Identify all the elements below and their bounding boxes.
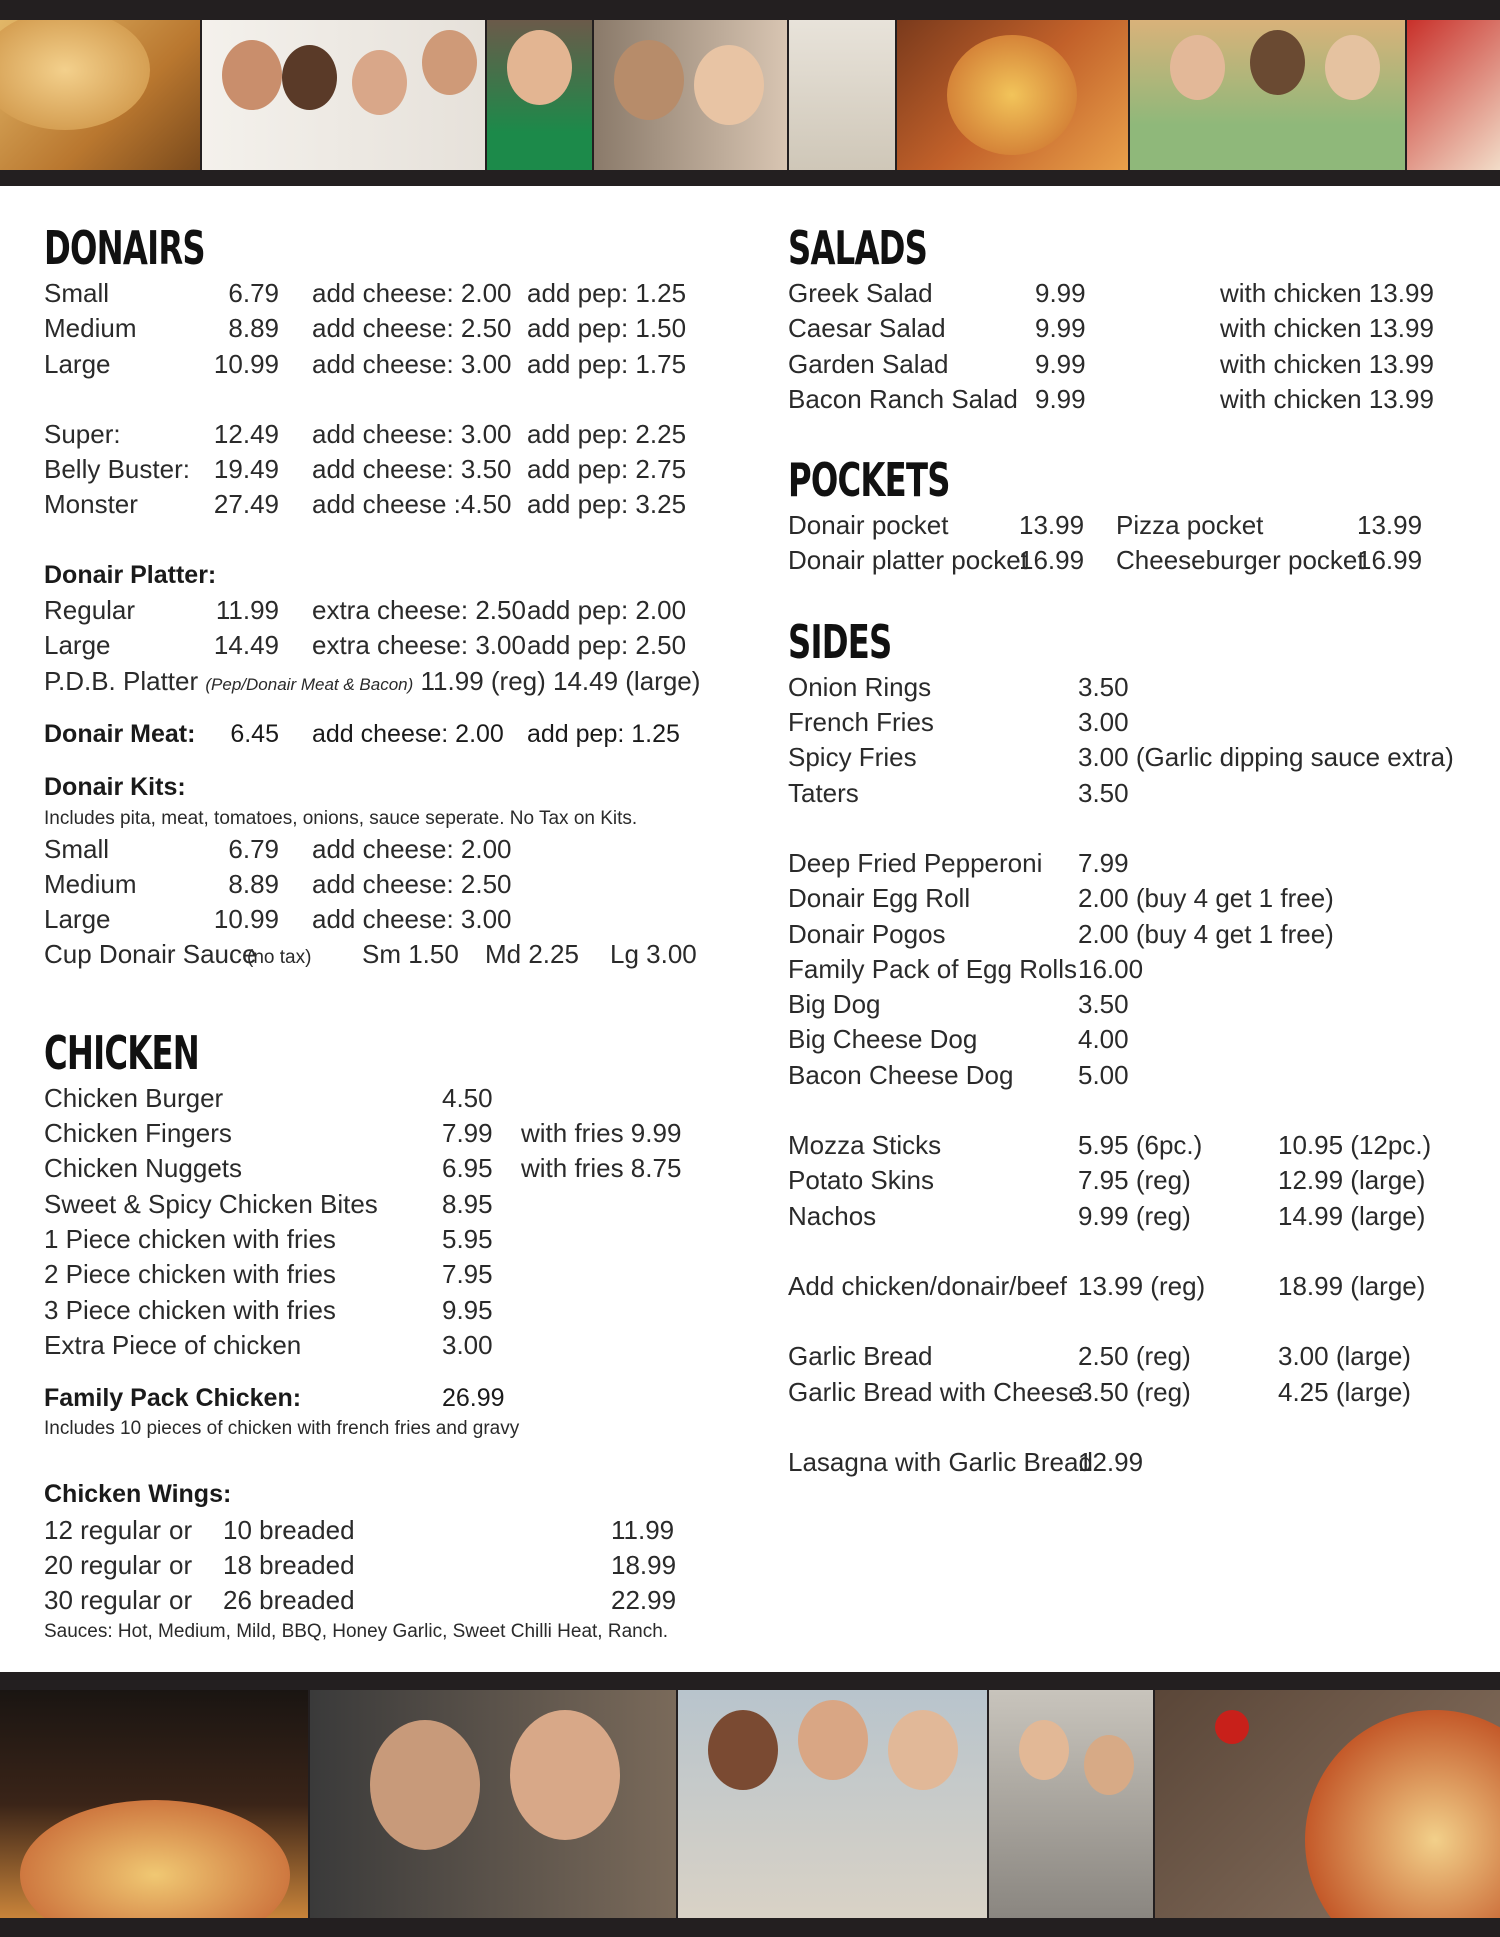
item-name: 3 Piece chicken with fries [44, 1294, 336, 1325]
pep-price: add pep: 1.50 [527, 313, 687, 344]
wings-breaded: 26 breaded [223, 1585, 355, 1616]
cheese-price: add cheese: 2.50 [312, 868, 512, 899]
item-price: 4.00 [1078, 1024, 1129, 1055]
large-price: 3.00 (large) [1278, 1341, 1411, 1372]
item-price: 9.99 [1035, 383, 1086, 414]
girls-eating-pizza-photo [310, 1690, 678, 1918]
family-pack-chicken-row [44, 1381, 744, 1416]
donair-sauce-row [44, 937, 744, 972]
large-price: 4.25 (large) [1278, 1376, 1411, 1407]
sides-heading: SIDES [788, 614, 892, 669]
menu-row [44, 1328, 744, 1363]
item-name: Onion Rings [788, 671, 932, 702]
menu-row [44, 276, 744, 311]
item-name: Greek Salad [788, 278, 933, 308]
donair-platter-title [44, 558, 744, 593]
item-name: Family Pack of Egg Rolls [788, 953, 1077, 984]
menu-row [44, 311, 744, 346]
donair-sizes-group-2 [44, 417, 744, 523]
large-price: 18.99 (large) [1278, 1270, 1426, 1301]
addon-row [788, 1269, 1468, 1304]
item-price: 8.95 [442, 1188, 493, 1219]
large-price: 12.99 (large) [1278, 1165, 1426, 1196]
item-name: Mozza Sticks [788, 1130, 942, 1161]
cheese-price: extra cheese: 3.00 [312, 630, 526, 661]
cheese-price: add cheese: 3.00 [312, 348, 512, 379]
item-price: 19.49 [213, 454, 279, 485]
item-name: Nachos [788, 1200, 877, 1231]
item-name: Medium [44, 868, 137, 899]
pocket-row [788, 543, 1468, 578]
item-price: 9.99 [1035, 278, 1086, 308]
menu-row [788, 1163, 1468, 1198]
chicken-heading: CHICKEN [44, 1025, 200, 1080]
item-name: French Fries [788, 707, 934, 738]
pizza-box-hands-photo [897, 20, 1130, 170]
top-photo-strip [0, 20, 1500, 170]
item-name: Cheeseburger pocket [1116, 545, 1365, 576]
item-price: 22.99 [611, 1585, 677, 1616]
item-price: 7.99 [1078, 847, 1129, 878]
menu-row [788, 917, 1468, 952]
menu-row [788, 987, 1468, 1022]
wings-or: or [169, 1585, 193, 1616]
sauce-large-price: Lg 3.00 [610, 939, 697, 970]
cheese-price: add cheese :4.50 [312, 489, 512, 520]
wings-regular: 20 regular [44, 1550, 162, 1581]
item-name: Small [44, 833, 110, 864]
menu-row [44, 867, 744, 902]
family-pack-note: Includes 10 pieces of chicken with french fries and gravy [44, 1418, 520, 1440]
pizza-tomatoes-photo [1155, 1690, 1500, 1918]
menu-row [788, 311, 1468, 346]
item-name: Pizza pocket [1116, 510, 1264, 541]
item-price: 4.50 [442, 1082, 493, 1113]
menu-row [44, 902, 744, 937]
regular-price: 5.95 (6pc.) [1078, 1130, 1203, 1161]
pep-price: add pep: 2.50 [527, 630, 687, 661]
donairs-heading: DONAIRS [44, 221, 205, 275]
item-name: Monster [44, 489, 138, 520]
donair-sizes-group-1 [44, 276, 744, 382]
regular-price: 3.50 (reg) [1078, 1376, 1191, 1407]
regular-price: 2.50 (reg) [1078, 1341, 1191, 1372]
item-name: Belly Buster: [44, 454, 190, 485]
item-price: 9.95 [442, 1294, 493, 1325]
menu-row [44, 452, 744, 487]
item-name: Taters [788, 777, 859, 808]
pockets-heading: POCKETS [788, 453, 950, 508]
item-price: 3.00 (Garlic dipping sauce extra) [1078, 742, 1454, 773]
menu-row [788, 740, 1468, 775]
couple-eating-pizza-photo [594, 20, 789, 170]
pep-price: add pep: 1.75 [527, 348, 687, 379]
item-name: Chicken Nuggets [44, 1153, 242, 1184]
item-price: 11.99 [215, 595, 279, 626]
pocket-row [788, 508, 1468, 543]
pep-price: add pep: 2.25 [527, 418, 687, 449]
menu-row [44, 347, 744, 382]
wings-row [44, 1513, 744, 1548]
menu-row [44, 417, 744, 452]
item-name: Donair platter pocket [788, 545, 1028, 576]
item-price: 16.99 [1357, 545, 1423, 576]
item-price: 27.49 [213, 489, 279, 520]
item-name: Donair Egg Roll [788, 883, 971, 914]
item-price: 10.99 [213, 904, 279, 935]
item-name: Small [44, 278, 110, 308]
menu-row [44, 593, 744, 628]
menu-row [788, 1058, 1468, 1093]
item-name: Potato Skins [788, 1165, 934, 1196]
wings-row [44, 1548, 744, 1583]
item-name: Donair Pogos [788, 918, 946, 949]
item-price: 6.79 [228, 278, 279, 308]
menu-row [788, 670, 1468, 705]
item-price: 7.99 [442, 1118, 493, 1149]
lasagna-row [788, 1445, 1468, 1480]
sauce-medium-price: Md 2.25 [485, 939, 579, 970]
item-name: Extra Piece of chicken [44, 1329, 302, 1360]
pep-price: add pep: 3.25 [527, 489, 687, 520]
item-price: 14.49 [213, 630, 279, 661]
menu-row [44, 1257, 744, 1292]
pizza-slice-photo [1407, 20, 1500, 170]
friends-kitchen-photo [989, 1690, 1155, 1918]
menu-row [788, 347, 1468, 382]
item-price: 3.00 [1078, 707, 1129, 738]
item-price: 12.49 [213, 418, 279, 449]
menu-row [788, 881, 1468, 916]
item-name: Super: [44, 418, 121, 449]
item-name: 1 Piece chicken with fries [44, 1223, 336, 1254]
large-price: 14.99 (large) [1278, 1200, 1426, 1231]
cheese-price: add cheese: 3.00 [312, 418, 512, 449]
item-price: 2.00 (buy 4 get 1 free) [1078, 918, 1334, 949]
cheese-price: add cheese: 2.50 [312, 313, 512, 344]
menu-row [44, 832, 744, 867]
right-column [788, 220, 1468, 1480]
item-price: 13.99 [1019, 510, 1085, 541]
item-extra: with chicken 13.99 [1220, 348, 1434, 379]
menu-row [788, 382, 1468, 417]
menu-row [44, 487, 744, 522]
menu-row [788, 705, 1468, 740]
large-price: 10.95 (12pc.) [1278, 1130, 1432, 1161]
item-price: 16.00 [1078, 953, 1144, 984]
item-price: 5.00 [1078, 1059, 1129, 1090]
item-price: 18.99 [611, 1550, 677, 1581]
menu-row [788, 846, 1468, 881]
sides-group-1 [788, 670, 1468, 811]
section-subtitle: Donair Kits: [44, 773, 186, 802]
cheese-price: add cheese: 2.00 [312, 278, 512, 308]
item-name: Bacon Cheese Dog [788, 1059, 1014, 1090]
cheese-price: add cheese: 2.00 [312, 719, 504, 748]
item-name: P.D.B. Platter [44, 665, 199, 696]
item-name: Cup Donair Sauce [44, 939, 257, 970]
item-price: 5.95 [442, 1223, 493, 1254]
item-price: 13.99 [1357, 510, 1423, 541]
sauce-small-price: Sm 1.50 [362, 939, 459, 970]
pep-price: add pep: 1.25 [527, 719, 680, 748]
cheese-price: add cheese: 3.00 [312, 904, 512, 935]
chicken-wings-title [44, 1477, 744, 1512]
item-name: Chicken Burger [44, 1082, 224, 1113]
item-name: 2 Piece chicken with fries [44, 1259, 336, 1290]
menu-row [44, 1222, 744, 1257]
item-name: Add chicken/donair/beef [788, 1270, 1067, 1301]
regular-price: 13.99 (reg) [1078, 1270, 1206, 1301]
item-price: 3.50 [1078, 777, 1129, 808]
section-subtitle: Donair Meat: [44, 719, 196, 748]
menu-row [788, 1199, 1468, 1234]
item-name: Big Dog [788, 989, 881, 1020]
item-name: Large [44, 904, 111, 935]
item-name: Garden Salad [788, 348, 949, 379]
pep-price: add pep: 2.75 [527, 454, 687, 485]
menu-row [44, 1151, 744, 1186]
donair-kits-title [44, 770, 744, 805]
menu-row [44, 1116, 744, 1151]
item-name: Garlic Bread with Cheese [788, 1376, 1083, 1407]
item-note: (Pep/Donair Meat & Bacon) [205, 674, 414, 694]
regular-price: 7.95 (reg) [1078, 1165, 1191, 1196]
menu-row [788, 952, 1468, 987]
item-price: 8.89 [228, 868, 279, 899]
item-extra: with fries 9.99 [521, 1118, 682, 1149]
item-price: 3.50 [1078, 671, 1129, 702]
menu-row [788, 776, 1468, 811]
chicken-list [44, 1081, 744, 1363]
item-name: Donair pocket [788, 510, 949, 541]
menu-row [788, 1022, 1468, 1057]
cheese-price: add cheese: 2.00 [312, 833, 512, 864]
wings-breaded: 10 breaded [223, 1514, 355, 1545]
item-name: Garlic Bread [788, 1341, 933, 1372]
girls-eating-pizza-photo [1130, 20, 1407, 170]
pdb-platter-row [44, 664, 744, 699]
bottom-photo-strip [0, 1690, 1500, 1918]
menu-row [44, 1081, 744, 1116]
item-price: 6.45 [230, 719, 279, 748]
item-name: Regular [44, 595, 136, 626]
cheese-price: extra cheese: 2.50 [312, 595, 526, 626]
menu-row [788, 1375, 1468, 1410]
item-name: Big Cheese Dog [788, 1024, 978, 1055]
item-name: Spicy Fries [788, 742, 917, 773]
item-note: (no tax) [247, 947, 312, 969]
item-price: 7.95 [442, 1259, 493, 1290]
item-price: 11.99 (reg) 14.49 (large) [420, 665, 701, 696]
item-price: 3.00 [442, 1329, 493, 1360]
wings-row [44, 1583, 744, 1618]
item-extra: with chicken 13.99 [1220, 313, 1434, 344]
item-name: Deep Fried Pepperoni [788, 847, 1043, 878]
section-subtitle: Donair Platter: [44, 560, 217, 589]
item-price: 16.99 [1019, 545, 1085, 576]
menu-row [44, 1187, 744, 1222]
sides-group-4 [788, 1339, 1468, 1410]
section-subtitle: Family Pack Chicken: [44, 1384, 302, 1413]
wings-or: or [169, 1550, 193, 1581]
item-price: 2.00 (buy 4 get 1 free) [1078, 883, 1334, 914]
wings-or: or [169, 1514, 193, 1545]
sides-group-3 [788, 1128, 1468, 1234]
item-price: 6.95 [442, 1153, 493, 1184]
item-price: 12.99 [1078, 1446, 1144, 1477]
item-extra: with fries 8.75 [521, 1153, 682, 1184]
cheesy-pizza-slice-photo [0, 1690, 310, 1918]
menu-row [788, 1339, 1468, 1374]
pep-price: add pep: 2.00 [527, 595, 687, 626]
item-price: 9.99 [1035, 313, 1086, 344]
sides-group-2 [788, 846, 1468, 1093]
item-price: 10.99 [213, 348, 279, 379]
menu-row [44, 628, 744, 663]
cheese-price: add cheese: 3.50 [312, 454, 512, 485]
wings-sauces-note: Sauces: Hot, Medium, Mild, BBQ, Honey Garlic, Sweet Chilli Heat, Ranch. [44, 1620, 669, 1642]
item-price: 6.79 [228, 833, 279, 864]
item-name: Caesar Salad [788, 313, 946, 344]
item-name: Chicken Fingers [44, 1118, 232, 1149]
left-column [44, 220, 744, 1645]
salads-heading: SALADS [788, 221, 928, 275]
regular-price: 9.99 (reg) [1078, 1200, 1191, 1231]
item-name: Bacon Ranch Salad [788, 383, 1018, 414]
salads-list [788, 276, 1468, 417]
item-price: 11.99 [611, 1514, 675, 1545]
item-price: 3.50 [1078, 989, 1129, 1020]
donair-kits-note: Includes pita, meat, tomatoes, onions, sauce seperate. No Tax on Kits. [44, 807, 638, 829]
wings-breaded: 18 breaded [223, 1550, 355, 1581]
group-pizza-party-photo [678, 1690, 989, 1918]
item-price: 8.89 [228, 313, 279, 344]
item-extra: with chicken 13.99 [1220, 278, 1434, 308]
family-sharing-pizza-photo [789, 20, 897, 170]
item-price: 26.99 [442, 1384, 505, 1413]
pep-price: add pep: 1.25 [527, 278, 687, 308]
boy-eating-pizza-photo [487, 20, 594, 170]
menu-row [788, 276, 1468, 311]
item-extra: with chicken 13.99 [1220, 383, 1434, 414]
item-name: Lasagna with Garlic Bread [788, 1446, 1093, 1477]
item-name: Large [44, 630, 111, 661]
menu-row [788, 1128, 1468, 1163]
item-name: Sweet & Spicy Chicken Bites [44, 1188, 378, 1219]
section-subtitle: Chicken Wings: [44, 1480, 232, 1509]
donair-meat-row [44, 717, 744, 752]
garlic-bread-photo [0, 20, 202, 170]
wings-regular: 30 regular [44, 1585, 162, 1616]
friends-eating-pizza-photo [202, 20, 487, 170]
item-name: Large [44, 348, 111, 379]
item-name: Medium [44, 313, 137, 344]
item-price: 9.99 [1035, 348, 1086, 379]
menu-row [44, 1293, 744, 1328]
wings-regular: 12 regular [44, 1514, 162, 1545]
